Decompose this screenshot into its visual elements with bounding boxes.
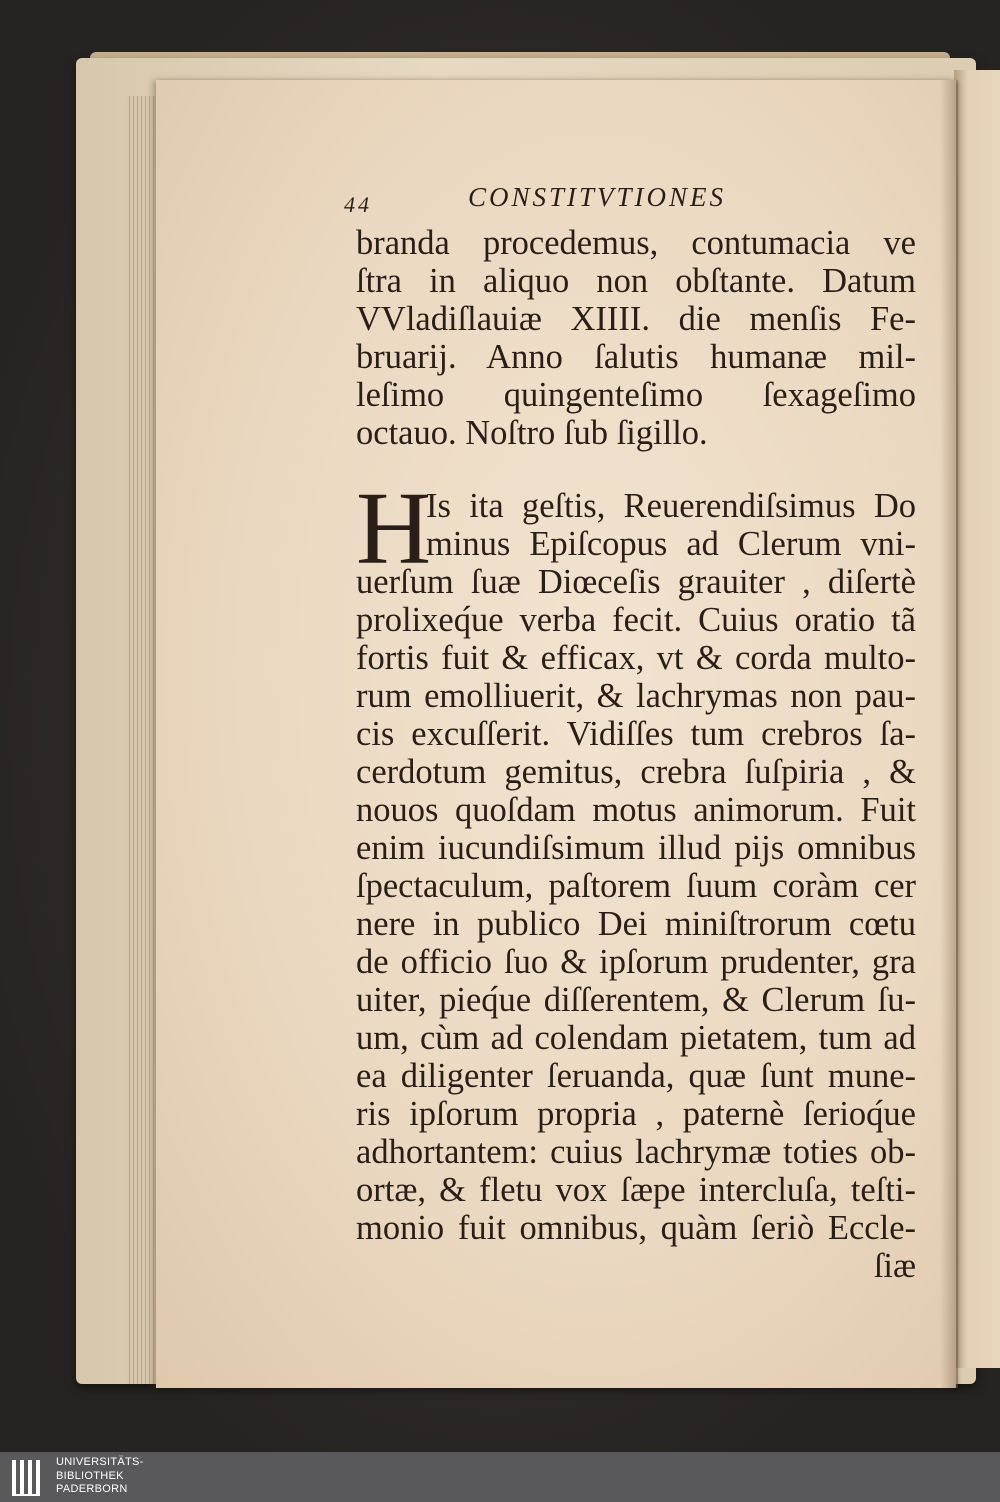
text-line: ris ipſorum propria , paternè ſerioq́ue [356, 1095, 916, 1133]
text-line: uerſum ſuæ Diœceſis grauiter , diſertè [356, 563, 916, 601]
gutter-shadow [940, 80, 958, 1388]
catchword: ſiæ [873, 1247, 916, 1285]
text-line: nere in publico Dei miniſtrorum cœtu [356, 905, 916, 943]
text-line: ſtra in aliquo non obſtante. Datum [356, 262, 916, 300]
library-name-line: BIBLIOTHEK [56, 1469, 124, 1482]
text-line: cerdotum gemitus, crebra ſuſpiria , & [356, 753, 916, 791]
footer-bar [0, 1452, 1000, 1502]
library-name [56, 1456, 144, 1497]
text-line: ortæ, & fletu vox ſæpe intercluſa, teſti- [356, 1171, 916, 1209]
text-line: de officio ſuo & ipſorum prudenter, gra [356, 943, 916, 981]
text-line: bruarij. Anno ſalutis humanæ mil- [356, 338, 916, 376]
text-line: ſpectaculum, paſtorem ſuum coràm cer [356, 867, 916, 905]
text-line: VVladiſlauiæ XIIII. die menſis Fe- [356, 300, 916, 338]
paragraph-2 [356, 471, 916, 1285]
facing-page-edge [954, 70, 1000, 1368]
text-line: fortis fuit & efficax, vt & corda multo- [356, 639, 916, 677]
text-line: Is ita geſtis, Reuerendiſsimus Do [426, 487, 916, 525]
library-name-line: UNIVERSITÄTS- [56, 1456, 144, 1468]
text-line: octauo. Noſtro ſub ſigillo. [356, 414, 708, 452]
library-name-line: PADERBORN [56, 1483, 128, 1495]
text-line: um, cùm ad colendam pietatem, tum ad [356, 1019, 916, 1057]
text-line: cis excuſſerit. Vidiſſes tum crebros ſa- [356, 715, 916, 753]
drop-capital: H [356, 471, 432, 586]
text-line: enim iucundiſsimum illud pijs omnibus [356, 829, 916, 867]
text-line: branda procedemus, contumacia ve [356, 224, 916, 262]
text-line: uiter, pieq́ue diſſerentem, & Clerum ſu- [356, 981, 916, 1019]
page-text-block [344, 182, 916, 1285]
text-line: minus Epiſcopus ad Clerum vni- [426, 525, 916, 563]
text-line: ea diligenter ſeruanda, quæ ſunt mune- [356, 1057, 916, 1095]
library-logo-icon [10, 1456, 46, 1498]
text-line: adhortantem: cuius lachrymæ toties ob- [356, 1133, 916, 1171]
running-title: CONSTITVTIONES [468, 182, 727, 212]
paragraph-1 [356, 224, 916, 452]
text-line: nouos quoſdam motus animorum. Fuit [356, 791, 916, 829]
text-line: prolixeq́ue verba fecit. Cuius oratio tã [356, 601, 916, 639]
page-header [344, 182, 916, 224]
text-line: leſimo quingenteſimo ſexageſimo [356, 376, 916, 414]
text-line: monio fuit omnibus, quàm ſeriò Eccle- [356, 1209, 916, 1247]
text-line: rum emolliuerit, & lachrymas non pau- [356, 677, 916, 715]
page-number: 44 [344, 192, 372, 217]
